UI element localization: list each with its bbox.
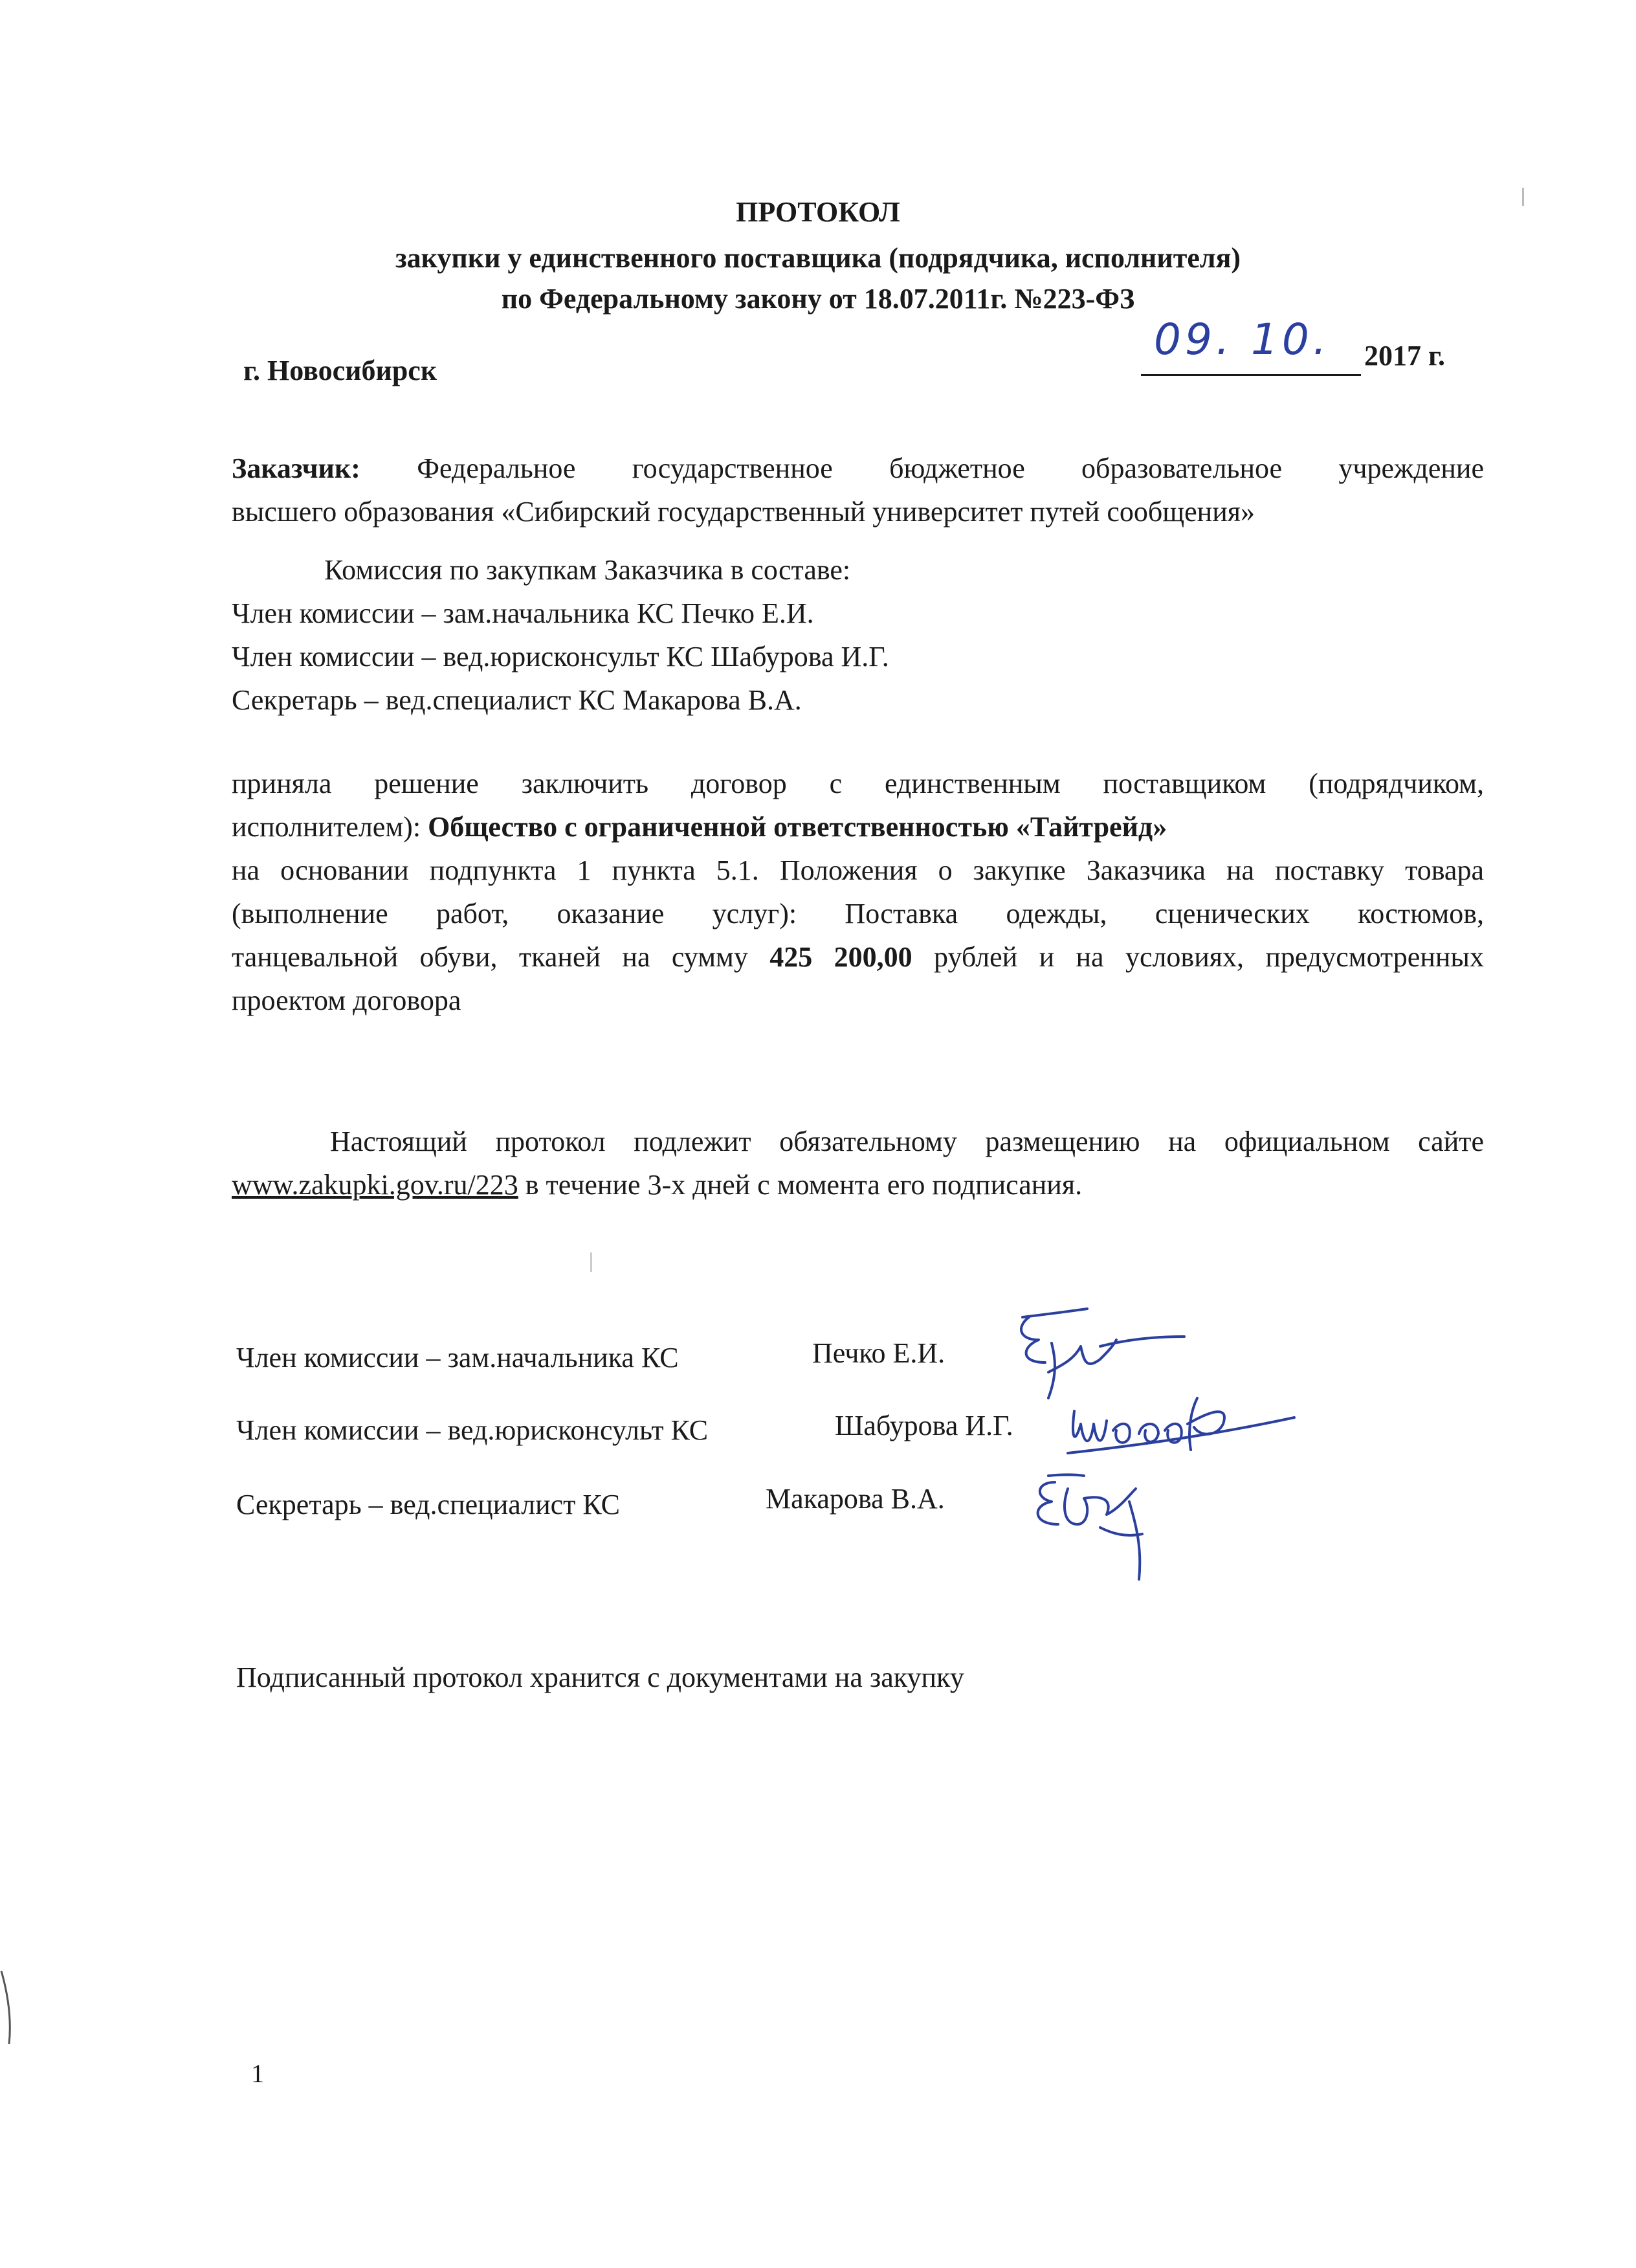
decision-line2: исполнителем): Общество с ограниченной ответственностью «Тайтрейд» (232, 811, 1167, 843)
commission-member: Секретарь – вед.специалист КС Макарова В.А. (232, 684, 802, 716)
decision-line4: (выполнение работ, оказание услуг): Поставка одежды, сценических костюмов, (232, 898, 1484, 929)
decision-line6: проектом договора (232, 984, 461, 1016)
date-year: 2017 г. (1364, 340, 1446, 372)
commission-member: Член комиссии – вед.юрисконсульт КС Шабурова И.Г. (232, 641, 889, 673)
document-title: ПРОТОКОЛ (736, 196, 900, 228)
decision-block (232, 762, 1484, 1022)
signature-makarova (1022, 1463, 1178, 1592)
commission-block (232, 548, 1484, 722)
signature-shaburova (1061, 1385, 1307, 1476)
customer-block (232, 447, 1484, 533)
document-subtitle-line1: закупки у единственного поставщика (подрядчика, исполнителя) (395, 242, 1241, 274)
scan-speck (590, 1252, 592, 1272)
decision-line1: приняла решение заключить договор с единственным поставщиком (подрядчиком, (232, 768, 1484, 799)
signature-role: Секретарь – вед.специалист КС (236, 1489, 621, 1520)
page-number: 1 (251, 2059, 264, 2088)
date-blank-line (1141, 317, 1361, 376)
publication-line2: www.zakupki.gov.ru/223 в течение 3-х дней с момента его подписания. (232, 1169, 1083, 1201)
customer-label: Заказчик: (232, 452, 360, 484)
document-subtitle-line2: по Федеральному закону от 18.07.2011г. №223-ФЗ (501, 283, 1135, 315)
scan-speck (1522, 188, 1524, 206)
publication-line1: Настоящий протокол подлежит обязательному размещению на официальном сайте (330, 1126, 1484, 1157)
handwritten-date: 09. 10. (1154, 315, 1331, 364)
decision-line5: танцевальной обуви, тканей на сумму 425 200,00 рублей и на условиях, предусмотренных (232, 941, 1484, 973)
footer-note: Подписанный протокол хранится с документами на закупку (236, 1662, 964, 1693)
customer-line2: высшего образования «Сибирский государственный университет путей сообщения» (232, 496, 1255, 528)
signature-name: Печко Е.И. (812, 1337, 945, 1369)
signature-name: Шабурова И.Г. (835, 1410, 1013, 1441)
scan-edge-mark (0, 1968, 19, 2045)
signature-name: Макарова В.А. (766, 1483, 945, 1515)
decision-line3: на основании подпункта 1 пункта 5.1. Положения о закупке Заказчика на поставку товара (232, 854, 1484, 886)
publication-block (232, 1120, 1484, 1206)
signature-role: Член комиссии – зам.начальника КС (236, 1342, 679, 1373)
contract-amount: 425 200,00 (769, 941, 912, 973)
commission-member: Член комиссии – зам.начальника КС Печко Е.И. (232, 597, 814, 629)
zakupki-link[interactable]: www.zakupki.gov.ru/223 (232, 1169, 518, 1201)
supplier-name: Общество с ограниченной ответственностью «Тайтрейд» (428, 811, 1167, 843)
customer-line1: Заказчик: Федеральное государственное бюджетное образовательное учреждение (232, 452, 1484, 484)
signature-role: Член комиссии – вед.юрисконсульт КС (236, 1414, 709, 1446)
city-label: г. Новосибирск (243, 355, 437, 386)
commission-intro: Комиссия по закупкам Заказчика в составе: (324, 554, 851, 586)
